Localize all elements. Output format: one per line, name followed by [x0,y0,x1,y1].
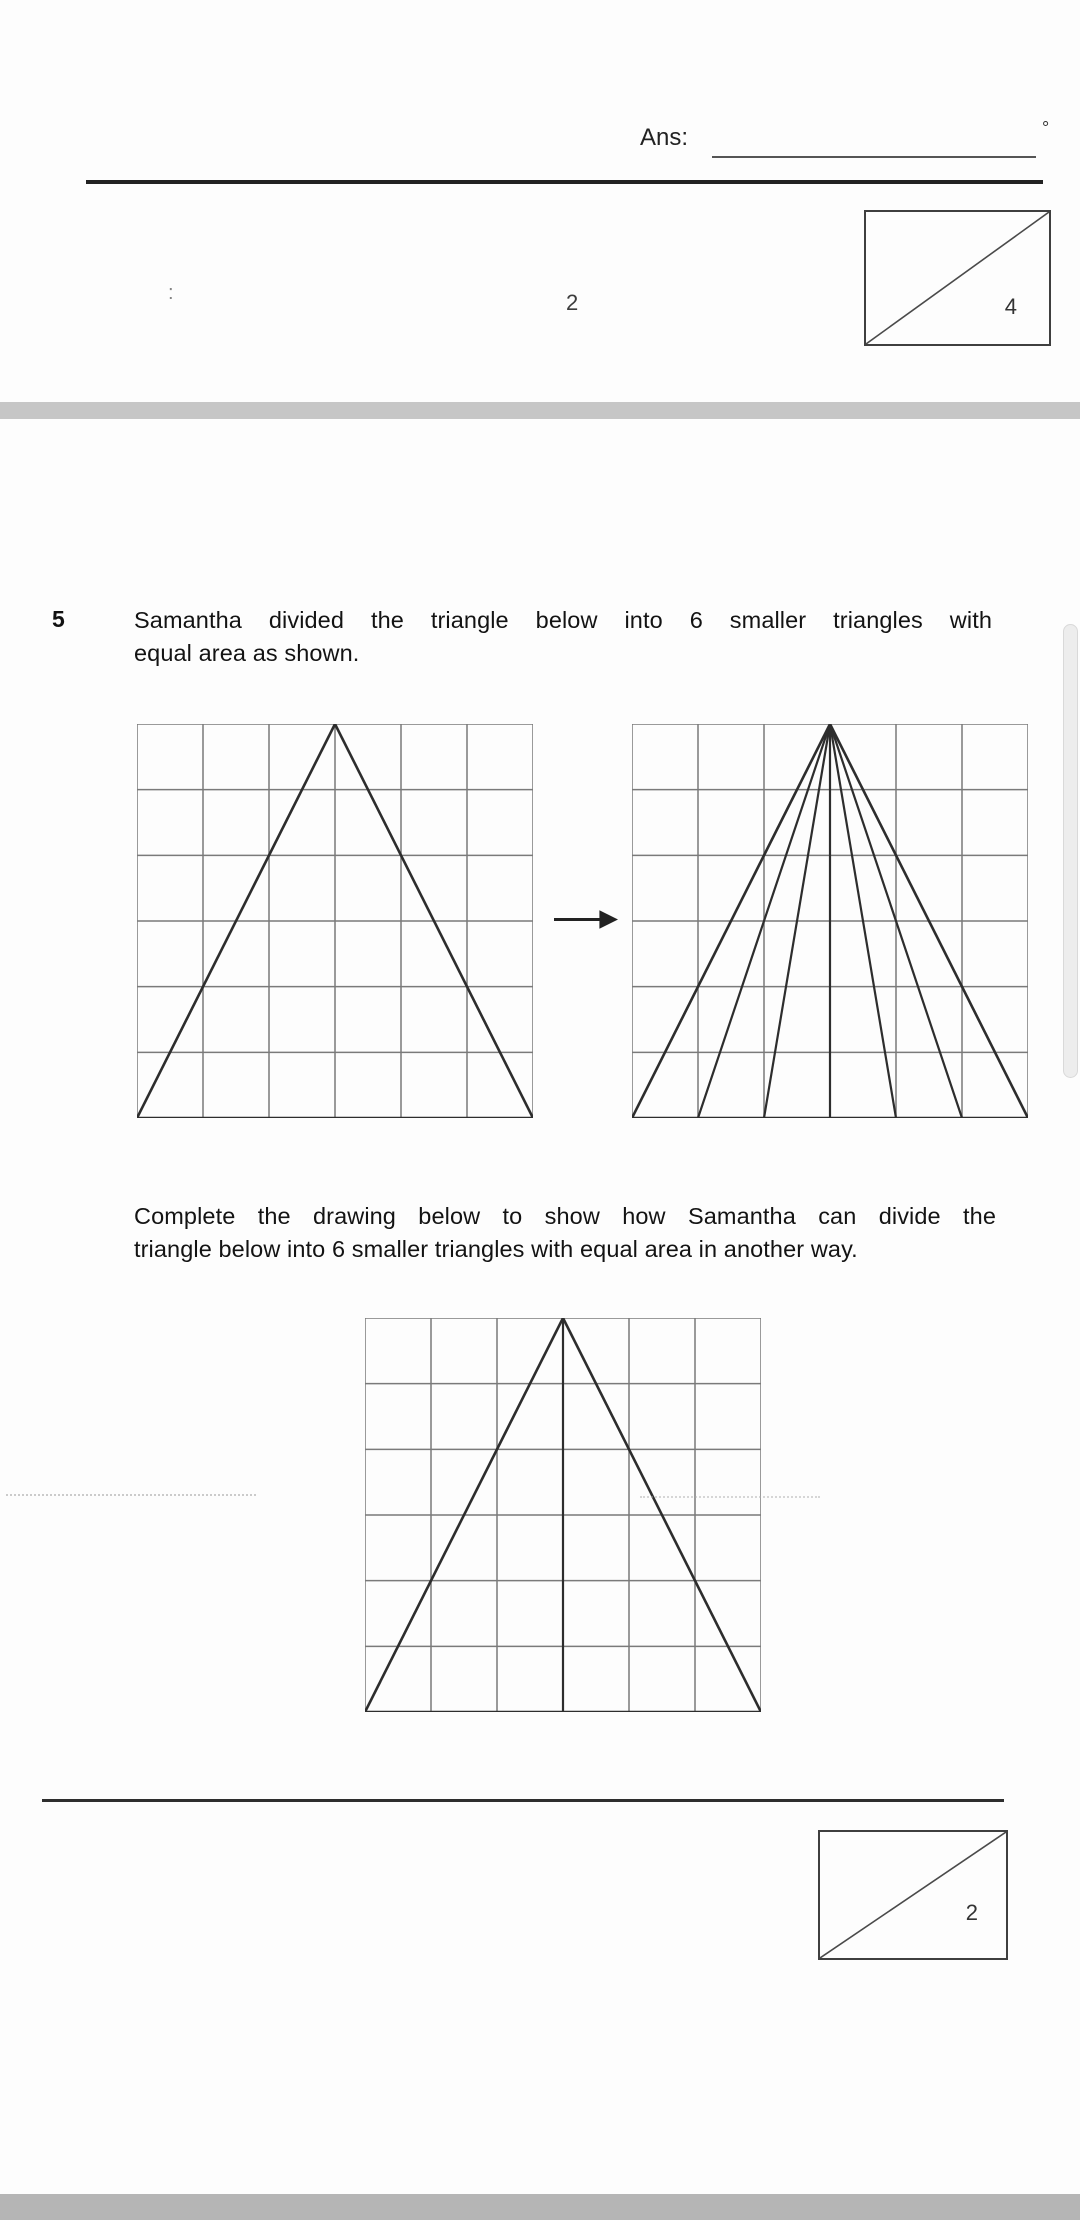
degree-symbol: ° [1042,118,1050,138]
diagonal-line [820,1832,1006,1958]
scan-noise [640,1496,820,1498]
marks-box [818,1830,1008,1960]
marks-value: 4 [1004,294,1017,319]
answer-triangle-diagram [365,1318,761,1712]
arrow-right-icon [554,906,618,933]
horizontal-rule [42,1799,1004,1802]
original-triangle-diagram [137,724,533,1118]
instruction-text-line: triangle below into 6 smaller triangles with equal area in another way. [134,1235,858,1262]
question-text-line: Samantha divided the triangle below into 6 smaller triangles with [134,607,992,633]
scan-artifact: : [168,282,174,304]
page-number: 2 [566,290,579,315]
question-text [134,604,992,670]
divided-triangle-diagram [632,724,1028,1118]
bottom-band [0,2194,1080,2220]
marks-box [864,210,1051,346]
ans-label: Ans: [640,124,689,151]
page-break-band [0,402,1080,419]
instruction-text [134,1200,996,1266]
question-number: 5 [52,606,65,632]
scan-noise [6,1494,256,1496]
scrollbar-thumb[interactable] [1063,624,1078,1078]
answer-blank-line [712,128,1036,158]
horizontal-rule [86,180,1043,184]
instruction-text-line: Complete the drawing below to show how Samantha can divide the [134,1203,996,1229]
question-text-line: equal area as shown. [134,639,360,666]
marks-value: 2 [965,1900,978,1925]
diagonal-line [866,212,1049,344]
